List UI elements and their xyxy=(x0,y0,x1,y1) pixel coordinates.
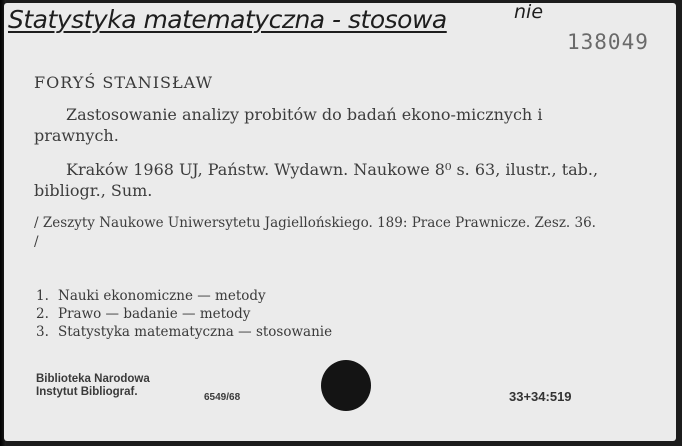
classification-mark: 33+34:519 xyxy=(509,389,572,404)
list-item: 2. Prawo — badanie — metody xyxy=(36,306,251,322)
author-name: FORYŚ STANISŁAW xyxy=(34,73,214,92)
series-statement: / Zeszyty Naukowe Uniwersytetu Jagiellońskiego. 189: Prace Prawnicze. Zesz. 36. / xyxy=(34,215,596,250)
subject-heading: Statystyka matematyczna - stosowa xyxy=(8,5,447,34)
catalog-card xyxy=(4,3,676,441)
card-number: 138049 xyxy=(567,30,649,54)
subject-heading-suffix: nie xyxy=(514,1,544,23)
punch-hole xyxy=(321,360,371,411)
subject-list xyxy=(36,287,332,341)
library-institute: Instytut Bibliograf. xyxy=(36,386,138,398)
library-name: Biblioteka Narodowa xyxy=(36,373,150,385)
work-title: Zastosowanie analizy probitów do badań ekono-micznych i prawnych. xyxy=(34,105,543,145)
accession-code: 6549/68 xyxy=(204,392,241,403)
imprint: Kraków 1968 UJ, Państw. Wydawn. Naukowe 8⁰ s. 63, ilustr., tab., bibliogr., Sum. xyxy=(34,160,599,200)
list-item: 3. Statystyka matematyczna — stosowanie xyxy=(36,324,333,340)
list-item: 1. Nauki ekonomiczne — metody xyxy=(36,288,266,304)
library-stamp xyxy=(36,373,150,399)
